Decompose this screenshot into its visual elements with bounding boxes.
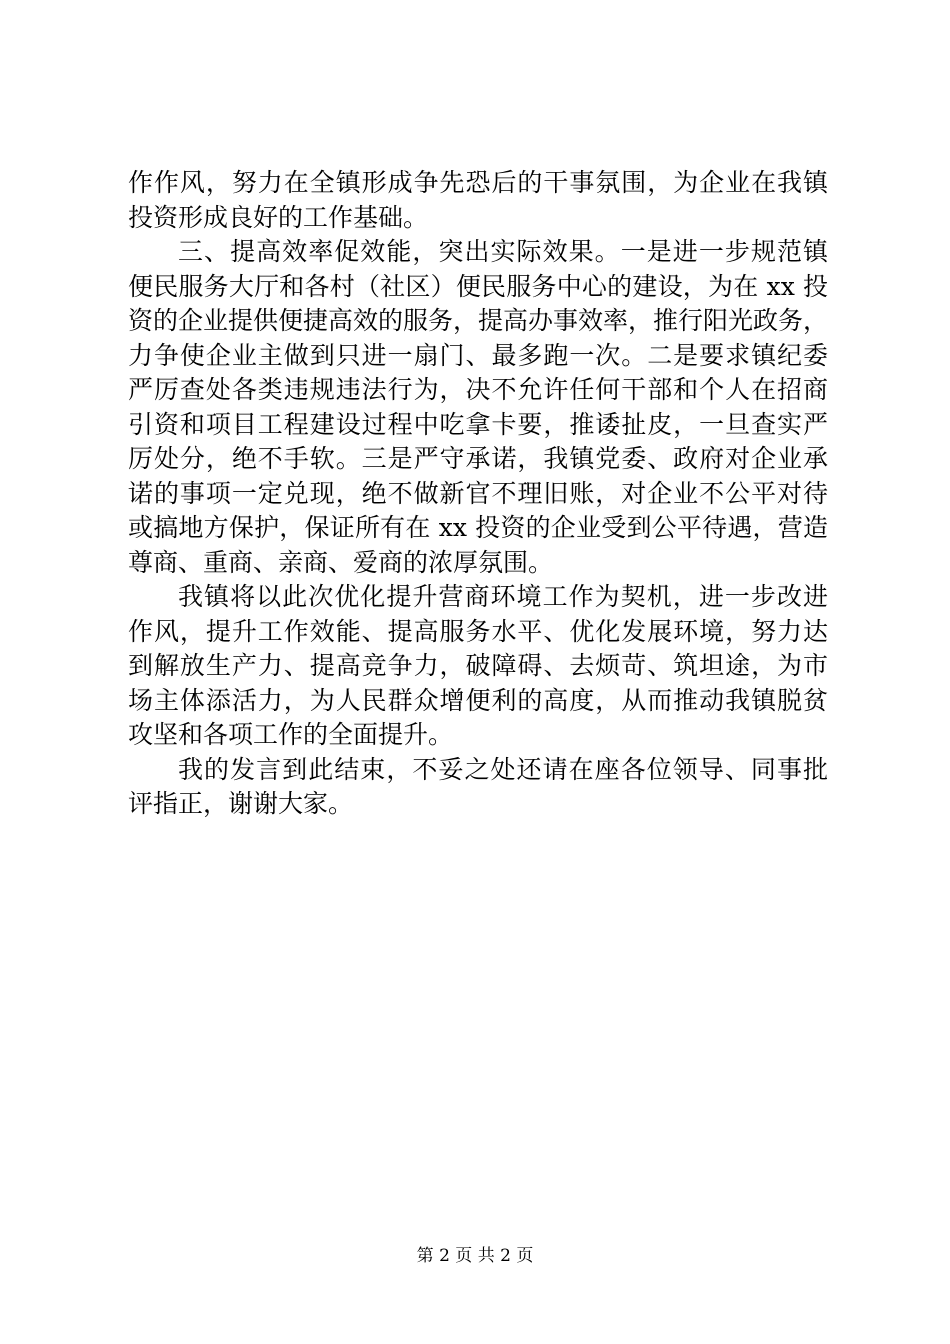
text-line: 场主体添活力，为人民群众增便利的高度，从而推动我镇脱贫 [128, 685, 828, 715]
text-line: 投资形成良好的工作基础。 [128, 202, 429, 232]
text-line: 力争使企业主做到只进一扇门、最多跑一次。二是要求镇纪委 [128, 340, 828, 370]
text-line: 尊商、重商、亲商、爱商的浓厚氛围。 [128, 547, 554, 577]
text-line: 评指正，谢谢大家。 [128, 789, 354, 818]
text-line: 到解放生产力、提高竞争力，破障碍、去烦苛、筑坦途，为市 [128, 651, 828, 680]
paragraph-start-line: 我的发言到此结束，不妥之处还请在座各位领导、同事批 [178, 754, 828, 784]
text-line: 或搞地方保护，保证所有在 xx 投资的企业受到公平待遇，营造 [128, 513, 828, 542]
text-line: 诺的事项一定兑现，绝不做新官不理旧账，对企业不公平对待 [128, 478, 828, 508]
paragraph-start-line: 我镇将以此次优化提升营商环境工作为契机，进一步改进 [178, 582, 828, 611]
text-line: 严厉查处各类违规违法行为，决不允许任何干部和个人在招商 [128, 375, 828, 404]
text-line: 作风，提升工作效能、提高服务水平、优化发展环境，努力达 [128, 616, 828, 646]
document-body [128, 166, 828, 822]
paragraph-start-line: 三、提高效率促效能，突出实际效果。一是进一步规范镇 [178, 237, 828, 266]
page-number: 第 2 页 共 2 页 [416, 1246, 534, 1266]
text-line: 资的企业提供便捷高效的服务，提高办事效率，推行阳光政务， [128, 306, 829, 335]
text-line: 攻坚和各项工作的全面提升。 [128, 720, 454, 749]
text-line: 作作风，努力在全镇形成争先恐后的干事氛围，为企业在我镇 [128, 168, 828, 197]
text-line: 引资和项目工程建设过程中吃拿卡要，推诿扯皮，一旦查实严 [128, 409, 828, 439]
text-line: 便民服务大厅和各村（社区）便民服务中心的建设，为在 xx 投 [128, 271, 828, 301]
page-footer [0, 1245, 950, 1267]
text-line: 厉处分，绝不手软。三是严守承诺，我镇党委、政府对企业承 [128, 444, 828, 473]
